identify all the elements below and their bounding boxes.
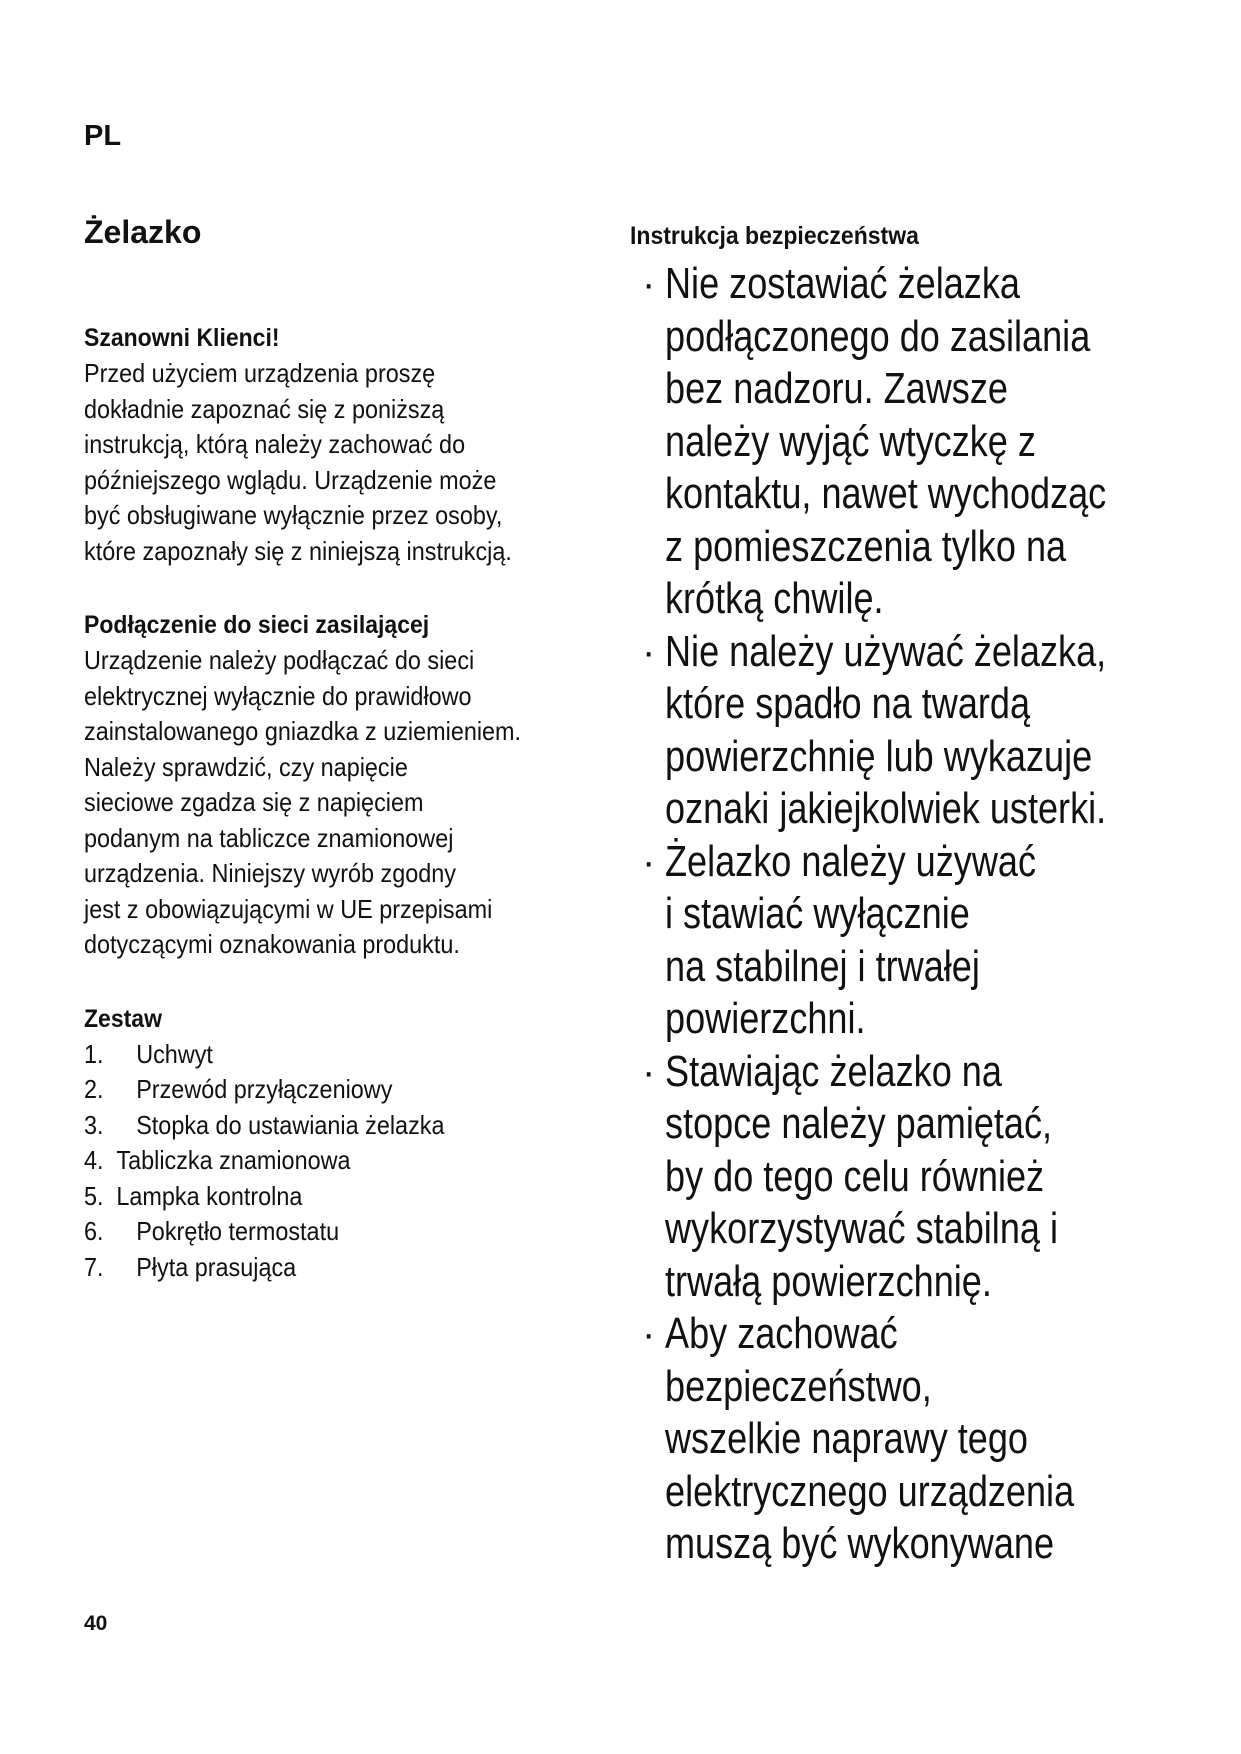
safety-line: powierzchni. xyxy=(665,994,866,1043)
list-number: 6. xyxy=(84,1216,104,1246)
section-heading: Szanowni Klienci! xyxy=(84,324,280,352)
body-line: elektrycznej wyłącznie do prawidłowo xyxy=(84,680,472,711)
list-item xyxy=(84,1072,552,1108)
list-number: 2. xyxy=(84,1074,104,1104)
body-line: podanym na tabliczce znamionowej xyxy=(84,822,454,853)
safety-line: należy wyjąć wtyczkę z xyxy=(665,416,1036,466)
list-item xyxy=(84,1143,552,1179)
safety-list xyxy=(630,258,1190,1571)
list-number: 7. xyxy=(84,1251,104,1282)
body-line: urządzenia. Niniejszy wyrób zgodny xyxy=(84,858,456,888)
safety-line: Nie należy używać żelazka, xyxy=(665,626,1107,676)
safety-line: krótką chwilę. xyxy=(665,574,884,623)
list-item xyxy=(84,1037,552,1073)
left-column xyxy=(84,320,604,1323)
page-number: 40 xyxy=(84,1612,108,1635)
bullet-icon: · xyxy=(642,1312,656,1356)
section-greeting xyxy=(84,320,604,569)
safety-line: na stabilnej i trwałej xyxy=(665,941,980,991)
bullet-icon: · xyxy=(642,839,656,884)
list-label: Płyta prasująca xyxy=(136,1251,297,1282)
safety-line: podłączonego do zasilania xyxy=(665,311,1091,361)
safety-line: by do tego celu również xyxy=(665,1151,1045,1201)
safety-text xyxy=(665,836,1096,1046)
body-line: Należy sprawdzić, czy napięcie xyxy=(84,751,408,782)
safety-item xyxy=(630,1046,1190,1309)
list-number: 5. xyxy=(84,1180,104,1211)
page-title: Żelazko xyxy=(84,214,202,250)
list-number: 1. xyxy=(84,1038,104,1069)
language-code: PL xyxy=(84,120,122,152)
section-heading: Zestaw xyxy=(84,1004,162,1033)
safety-item xyxy=(630,258,1190,626)
safety-text xyxy=(665,1046,1096,1309)
safety-line: Stawiając żelazko na xyxy=(665,1046,1002,1096)
safety-line: stopce należy pamiętać, xyxy=(665,1099,1053,1148)
body-line: instrukcją, którą należy zachować do xyxy=(84,429,466,459)
list-item xyxy=(84,1250,552,1286)
bullet-icon: · xyxy=(642,262,656,306)
safety-text xyxy=(665,1308,1096,1571)
safety-text xyxy=(665,258,1107,626)
section-kit xyxy=(84,1001,604,1286)
list-label: Pokrętło termostatu xyxy=(136,1216,340,1246)
list-item xyxy=(84,1108,552,1144)
list-item xyxy=(84,1179,552,1215)
safety-heading: Instrukcja bezpieczeństwa xyxy=(630,222,919,250)
list-item xyxy=(84,1214,552,1250)
body-line: które zapoznały się z niniejszą instrukcją. xyxy=(84,535,512,566)
body-line: sieciowe zgadza się z napięciem xyxy=(84,787,424,817)
safety-line: wszelkie naprawy tego xyxy=(665,1414,1028,1463)
safety-item xyxy=(630,836,1190,1046)
list-label: Uchwyt xyxy=(136,1038,213,1069)
section-heading: Podłączenie do sieci zasilającej xyxy=(84,611,430,639)
safety-line: Aby zachować xyxy=(665,1309,898,1358)
bullet-icon: · xyxy=(642,629,656,674)
safety-line: elektrycznego urządzenia xyxy=(665,1466,1075,1516)
body-line: dotyczącymi oznakowania produktu. xyxy=(84,929,460,959)
safety-line: bezpieczeństwo, xyxy=(665,1361,932,1411)
safety-line: z pomieszczenia tylko na xyxy=(665,521,1067,571)
safety-line: trwałą powierzchnię. xyxy=(665,1256,992,1306)
list-label: Stopka do ustawiania żelazka xyxy=(136,1109,445,1140)
section-body xyxy=(84,643,606,963)
section-power-connection xyxy=(84,607,604,963)
section-body xyxy=(84,356,606,569)
body-line: zainstalowanego gniazdka z uziemieniem. xyxy=(84,716,522,746)
safety-line: muszą być wykonywane xyxy=(665,1519,1055,1568)
safety-line: Nie zostawiać żelazka xyxy=(665,259,1020,308)
safety-line: wykorzystywać stabilną i xyxy=(665,1204,1058,1253)
body-line: dokładnie zapoznać się z poniższą xyxy=(84,393,445,424)
body-line: jest z obowiązującymi w UE przepisami xyxy=(84,893,493,924)
right-column xyxy=(630,218,1190,1571)
body-line: Urządzenie należy podłączać do sieci xyxy=(84,645,475,675)
safety-line: powierzchnię lub wykazuje xyxy=(665,731,1093,781)
body-line: późniejszego wglądu. Urządzenie może xyxy=(84,464,497,495)
safety-line: Żelazko należy używać xyxy=(665,836,1036,886)
safety-line: bez nadzoru. Zawsze xyxy=(665,364,1008,413)
safety-line: i stawiać wyłącznie xyxy=(665,889,970,938)
safety-item xyxy=(630,626,1190,836)
list-label: Przewód przyłączeniowy xyxy=(136,1074,393,1104)
list-label: Tabliczka znamionowa xyxy=(116,1145,351,1175)
list-number: 3. xyxy=(84,1109,104,1140)
body-line: być obsługiwane wyłącznie przez osoby, xyxy=(84,500,503,530)
safety-line: które spadło na twardą xyxy=(665,679,1031,728)
list-number: 4. xyxy=(84,1145,104,1175)
safety-text xyxy=(665,626,1107,836)
kit-list xyxy=(84,1037,604,1286)
bullet-icon: · xyxy=(642,1049,656,1094)
safety-line: oznaki jakiejkolwiek usterki. xyxy=(665,784,1107,833)
list-label: Lampka kontrolna xyxy=(116,1180,303,1211)
body-line: Przed użyciem urządzenia proszę xyxy=(84,358,436,388)
safety-item xyxy=(630,1308,1190,1571)
safety-line: kontaktu, nawet wychodząc xyxy=(665,469,1107,518)
